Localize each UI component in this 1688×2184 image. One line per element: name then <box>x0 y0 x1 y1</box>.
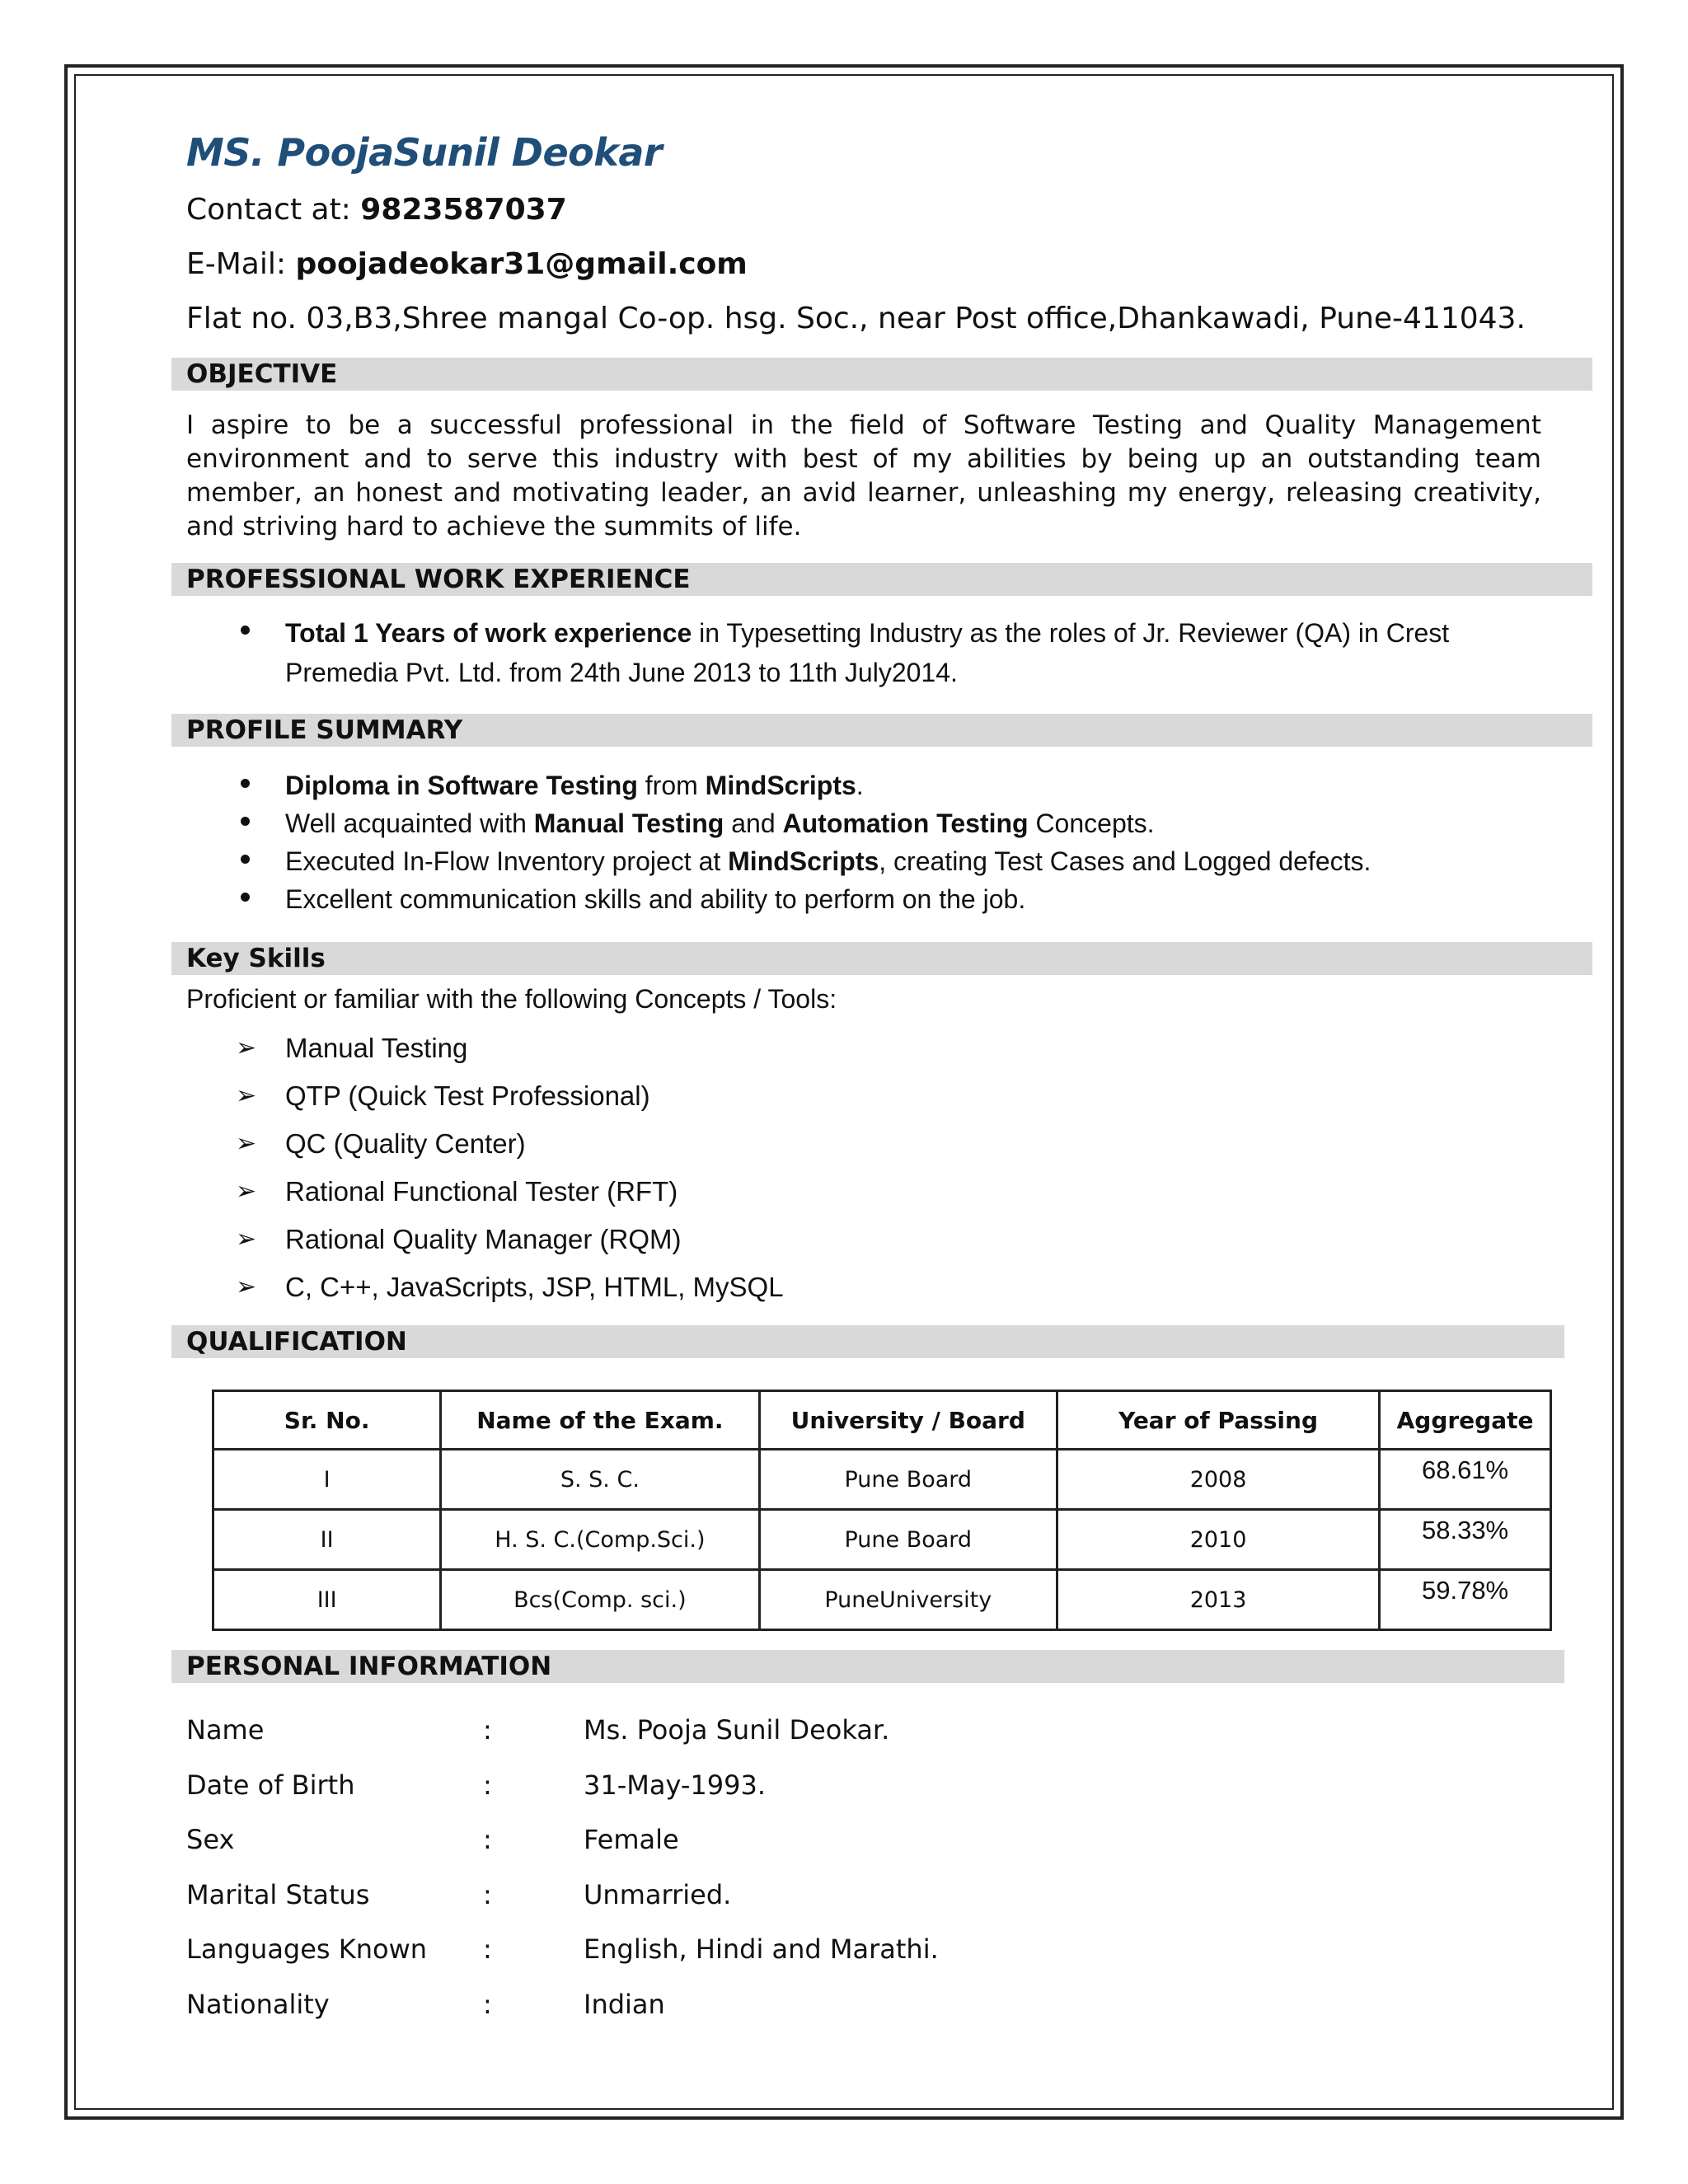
info-separator: : <box>483 1989 492 2020</box>
table-cell: 2013 <box>1057 1570 1380 1630</box>
profile-summary-list <box>186 766 1546 918</box>
info-separator: : <box>483 1769 492 1801</box>
arrow-bullet-icon: ➢ <box>236 1033 257 1062</box>
list-item <box>186 804 1546 842</box>
arrow-bullet-icon: ➢ <box>236 1225 257 1254</box>
table-cell: H. S. C.(Comp.Sci.) <box>441 1510 759 1570</box>
info-value: Female <box>584 1824 679 1855</box>
experience-list <box>186 613 1546 692</box>
arrow-bullet-icon: ➢ <box>236 1081 257 1110</box>
column-header: Aggregate <box>1380 1391 1551 1450</box>
address-line: Flat no. 03,B3,Shree mangal Co-op. hsg. Soc., near Post office,Dhankawadi, Pune-411043. <box>186 302 1526 335</box>
list-item <box>186 613 1546 692</box>
arrow-bullet-icon: ➢ <box>236 1177 257 1206</box>
info-label: Marital Status <box>186 1879 370 1910</box>
summary-text: Executed In-Flow Inventory project at <box>285 846 729 876</box>
section-heading-qualification: QUALIFICATION <box>171 1325 1564 1358</box>
column-header: Sr. No. <box>213 1391 441 1450</box>
summary-bold: Manual Testing <box>533 808 724 838</box>
summary-text: Well acquainted with <box>285 808 534 838</box>
table-cell: 59.78% <box>1380 1570 1551 1630</box>
contact-number: 9823587037 <box>360 193 567 227</box>
summary-text: and <box>724 808 783 838</box>
info-value: 31-May-1993. <box>584 1769 767 1801</box>
contact-label: Contact at: <box>186 193 361 227</box>
candidate-name: MS. PoojaSunil Deokar <box>186 130 663 175</box>
skill-text: Manual Testing <box>285 1033 468 1063</box>
email-label: E-Mail: <box>186 247 296 281</box>
list-item <box>186 1168 784 1216</box>
info-value: Unmarried. <box>584 1879 732 1910</box>
table-cell: 58.33% <box>1380 1510 1551 1570</box>
arrow-bullet-icon: ➢ <box>236 1129 257 1158</box>
info-separator: : <box>483 1714 492 1746</box>
skills-intro: Proficient or familiar with the following Concepts / Tools: <box>186 984 837 1014</box>
info-separator: : <box>483 1933 492 1965</box>
table-cell: Pune Board <box>759 1450 1057 1510</box>
table-cell: III <box>213 1570 441 1630</box>
info-value: English, Hindi and Marathi. <box>584 1933 939 1965</box>
info-separator: : <box>483 1879 492 1910</box>
info-label: Name <box>186 1714 265 1746</box>
info-label: Sex <box>186 1824 235 1855</box>
list-item <box>186 766 1546 804</box>
column-header: Name of the Exam. <box>441 1391 759 1450</box>
table-cell: Bcs(Comp. sci.) <box>441 1570 759 1630</box>
table-cell: PuneUniversity <box>759 1570 1057 1630</box>
table-cell: I <box>213 1450 441 1510</box>
section-heading-key-skills: Key Skills <box>171 942 1592 975</box>
table-row <box>213 1450 1551 1510</box>
experience-text: in Typesetting Industry as the roles of Jr. Reviewer (QA) in Crest Premedia Pvt. Ltd. from 24th June 2013 to 11th July2014. <box>285 618 1450 687</box>
skill-text: C, C++, JavaScripts, JSP, HTML, MySQL <box>285 1272 784 1302</box>
list-item <box>186 1216 784 1263</box>
list-item <box>186 880 1546 918</box>
column-header: Year of Passing <box>1057 1391 1380 1450</box>
table-cell: II <box>213 1510 441 1570</box>
bullet-dot-icon <box>241 779 250 788</box>
summary-bold: MindScripts <box>705 771 856 800</box>
summary-bold: Automation Testing <box>782 808 1029 838</box>
qualification-table <box>212 1390 1552 1631</box>
email-line <box>186 247 748 281</box>
bullet-dot-icon <box>241 817 250 826</box>
table-cell: 2008 <box>1057 1450 1380 1510</box>
info-value: Ms. Pooja Sunil Deokar. <box>584 1714 890 1746</box>
objective-text: I aspire to be a successful professional in the field of Software Testing and Quality Management environment and to serve this industry with best of my abilities by being up an outstanding team member, an honest and motivating leader, an avid learner, unleashing my energy, releasing creativity, and striving hard to achieve the summits of life. <box>186 410 1541 541</box>
summary-bold: MindScripts <box>728 846 879 876</box>
table-cell: 2010 <box>1057 1510 1380 1570</box>
info-separator: : <box>483 1824 492 1855</box>
skill-text: Rational Quality Manager (RQM) <box>285 1224 682 1254</box>
bullet-dot-icon <box>241 626 250 635</box>
list-item <box>186 1263 784 1311</box>
bullet-dot-icon <box>241 855 250 864</box>
bullet-dot-icon <box>241 893 250 902</box>
summary-text: . <box>856 771 864 800</box>
section-heading-experience: PROFESSIONAL WORK EXPERIENCE <box>171 563 1592 596</box>
table-cell: 68.61% <box>1380 1450 1551 1510</box>
summary-text: Concepts. <box>1028 808 1155 838</box>
section-heading-personal-information: PERSONAL INFORMATION <box>171 1650 1564 1683</box>
column-header: University / Board <box>759 1391 1057 1450</box>
list-item <box>186 1072 784 1120</box>
section-heading-objective: OBJECTIVE <box>171 358 1592 391</box>
info-label: Languages Known <box>186 1933 428 1965</box>
list-item <box>186 1120 784 1168</box>
summary-text: , creating Test Cases and Logged defects. <box>879 846 1372 876</box>
info-label: Nationality <box>186 1989 330 2020</box>
list-item <box>186 842 1546 880</box>
skill-text: QTP (Quick Test Professional) <box>285 1080 650 1111</box>
skill-text: QC (Quality Center) <box>285 1128 526 1159</box>
table-row <box>213 1570 1551 1630</box>
summary-bold: Diploma in Software Testing <box>285 771 638 800</box>
list-item <box>186 1024 784 1072</box>
table-row <box>213 1510 1551 1570</box>
table-header-row <box>213 1391 1551 1450</box>
summary-text: from <box>637 771 706 800</box>
summary-text: Excellent communication skills and ability to perform on the job. <box>285 884 1026 914</box>
table-cell: Pune Board <box>759 1510 1057 1570</box>
info-value: Indian <box>584 1989 665 2020</box>
email-address: poojadeokar31@gmail.com <box>295 247 748 281</box>
table-cell: S. S. C. <box>441 1450 759 1510</box>
section-heading-profile-summary: PROFILE SUMMARY <box>171 714 1592 747</box>
arrow-bullet-icon: ➢ <box>236 1272 257 1301</box>
contact-line <box>186 193 567 227</box>
info-label: Date of Birth <box>186 1769 355 1801</box>
skill-text: Rational Functional Tester (RFT) <box>285 1176 678 1207</box>
skills-list <box>186 1024 784 1311</box>
experience-bold: Total 1 Years of work experience <box>285 618 692 648</box>
